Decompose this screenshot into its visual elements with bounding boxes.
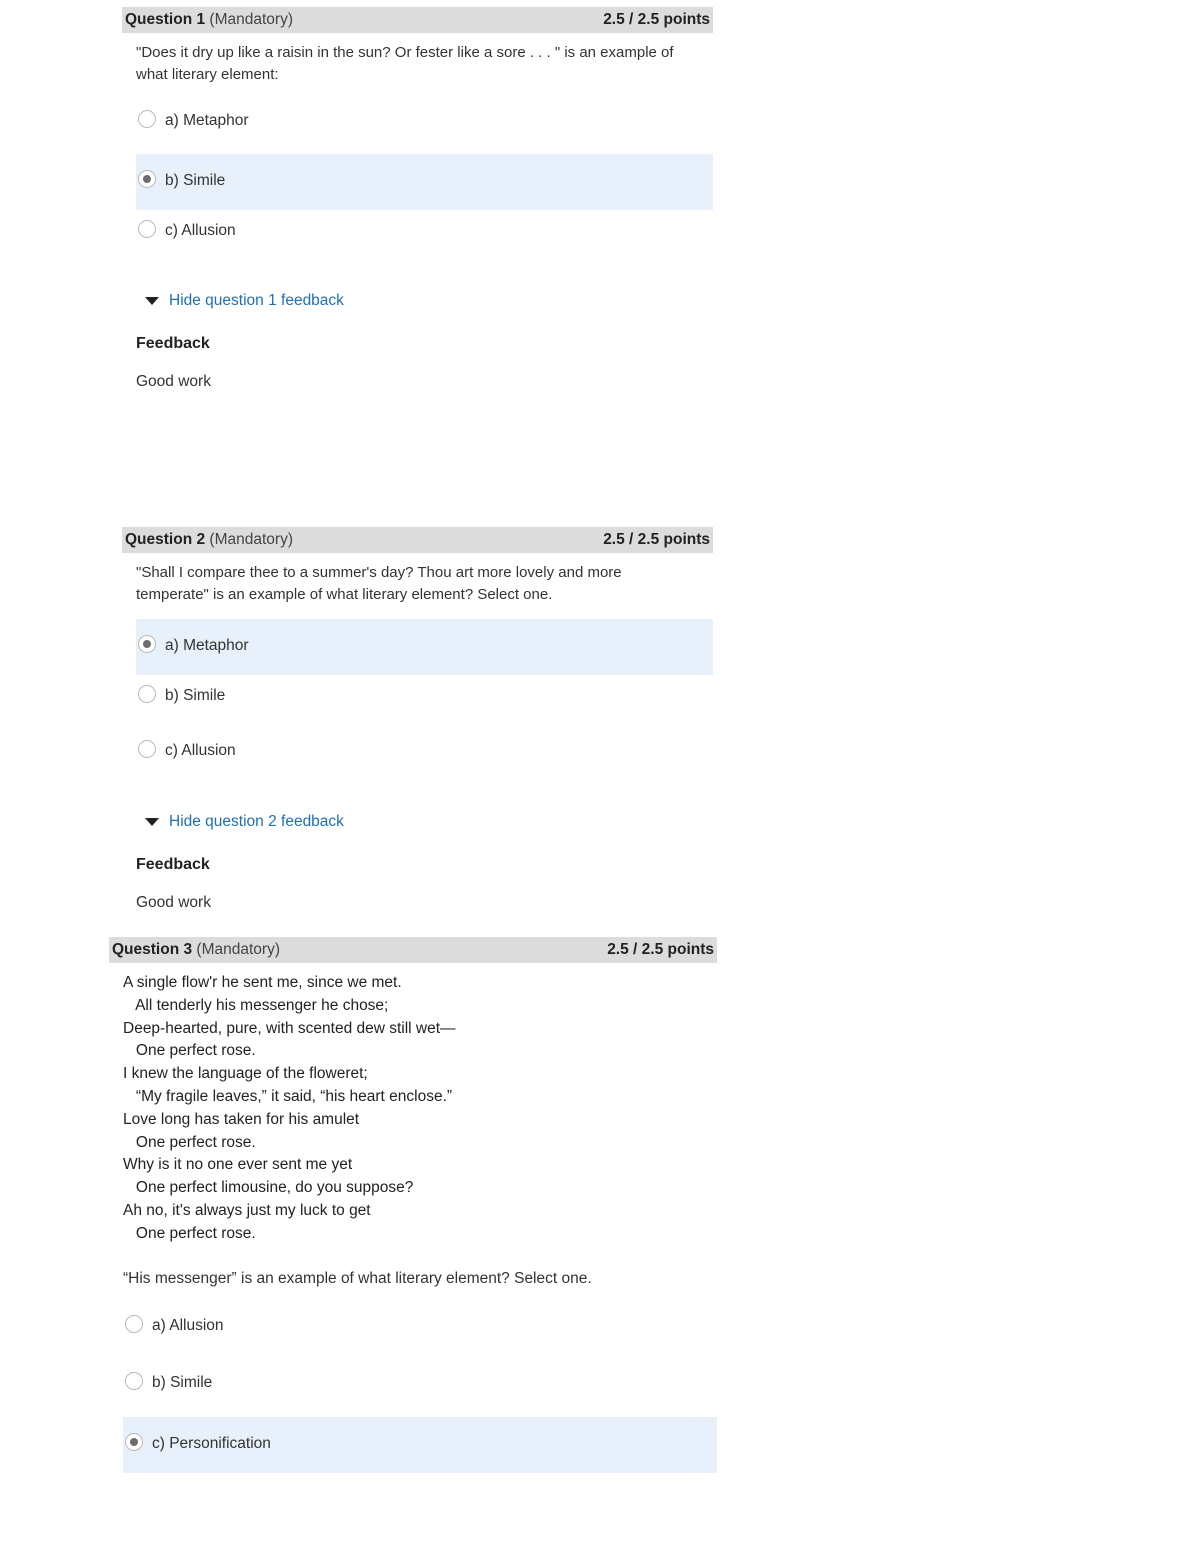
answer-option[interactable] bbox=[123, 1356, 717, 1412]
radio-button[interactable] bbox=[125, 1315, 143, 1333]
option-label: c) Allusion bbox=[165, 222, 236, 239]
poem-line: Why is it no one ever sent me yet bbox=[123, 1156, 353, 1174]
answer-option-selected[interactable] bbox=[136, 154, 713, 210]
feedback-text: Good work bbox=[136, 894, 211, 911]
answer-option[interactable] bbox=[123, 1299, 717, 1355]
feedback-heading: Feedback bbox=[136, 335, 210, 352]
question-points: 2.5 / 2.5 points bbox=[603, 11, 710, 28]
hide-feedback-toggle[interactable] bbox=[145, 813, 344, 831]
caret-down-icon bbox=[145, 818, 159, 826]
option-label: b) Simile bbox=[165, 687, 226, 704]
radio-button-checked[interactable] bbox=[138, 635, 156, 653]
answer-option[interactable] bbox=[136, 724, 713, 780]
poem-line: Deep-hearted, pure, with scented dew still wet— bbox=[123, 1019, 456, 1037]
question-title: Question 3 bbox=[112, 941, 193, 958]
option-label: b) Simile bbox=[152, 1374, 213, 1391]
hide-feedback-toggle[interactable] bbox=[145, 292, 344, 310]
option-label: c) Personification bbox=[152, 1435, 271, 1452]
question-points: 2.5 / 2.5 points bbox=[603, 531, 710, 548]
question-title: Question 2 bbox=[125, 531, 206, 548]
question-title: Question 1 bbox=[125, 11, 206, 28]
poem-line: One perfect limousine, do you suppose? bbox=[123, 1179, 414, 1197]
poem-line: One perfect rose. bbox=[123, 1224, 256, 1242]
feedback-text: Good work bbox=[136, 373, 211, 390]
radio-button[interactable] bbox=[138, 685, 156, 703]
mandatory-label: (Mandatory) bbox=[196, 941, 280, 958]
question-text: "Shall I compare thee to a summer's day? Thou art more lovely and more temperate" is an example of what literary element? Select one. bbox=[136, 564, 622, 603]
poem-line: One perfect rose. bbox=[123, 1133, 256, 1151]
option-label: a) Allusion bbox=[152, 1317, 224, 1334]
poem bbox=[123, 972, 456, 1246]
answer-option-selected[interactable] bbox=[123, 1417, 717, 1473]
question-header bbox=[122, 527, 713, 553]
radio-button[interactable] bbox=[125, 1372, 143, 1390]
poem-line: Love long has taken for his amulet bbox=[123, 1110, 360, 1128]
feedback-toggle-label[interactable]: Hide question 1 feedback bbox=[169, 292, 344, 309]
option-label: a) Metaphor bbox=[165, 637, 249, 654]
question-text: “His messenger” is an example of what literary element? Select one. bbox=[123, 1270, 592, 1287]
poem-line: All tenderly his messenger he chose; bbox=[123, 996, 389, 1014]
question-points: 2.5 / 2.5 points bbox=[607, 941, 714, 958]
question-header bbox=[122, 7, 713, 33]
radio-button[interactable] bbox=[138, 740, 156, 758]
poem-line: “My fragile leaves,” it said, “his heart enclose.” bbox=[123, 1087, 453, 1105]
answer-option[interactable] bbox=[136, 669, 713, 725]
radio-button[interactable] bbox=[138, 110, 156, 128]
poem-line: One perfect rose. bbox=[123, 1042, 256, 1060]
feedback-heading: Feedback bbox=[136, 856, 210, 873]
poem-line: I knew the language of the floweret; bbox=[123, 1065, 368, 1083]
radio-button[interactable] bbox=[138, 220, 156, 238]
answer-option[interactable] bbox=[136, 204, 713, 260]
poem-line: A single flow'r he sent me, since we met. bbox=[123, 974, 402, 991]
question-header bbox=[109, 937, 717, 963]
radio-button-checked[interactable] bbox=[138, 170, 156, 188]
radio-button-checked[interactable] bbox=[125, 1433, 143, 1451]
option-label: a) Metaphor bbox=[165, 112, 249, 129]
poem-line: Ah no, it's always just my luck to get bbox=[123, 1201, 371, 1219]
mandatory-label: (Mandatory) bbox=[209, 11, 293, 28]
option-label: b) Simile bbox=[165, 172, 226, 189]
caret-down-icon bbox=[145, 297, 159, 305]
feedback-toggle-label[interactable]: Hide question 2 feedback bbox=[169, 813, 344, 830]
question-text: "Does it dry up like a raisin in the sun? Or fester like a sore . . . " is an example of what literary element: bbox=[136, 44, 674, 83]
answer-option-selected[interactable] bbox=[136, 619, 713, 675]
option-label: c) Allusion bbox=[165, 742, 236, 759]
answer-option[interactable] bbox=[136, 94, 713, 150]
mandatory-label: (Mandatory) bbox=[209, 531, 293, 548]
